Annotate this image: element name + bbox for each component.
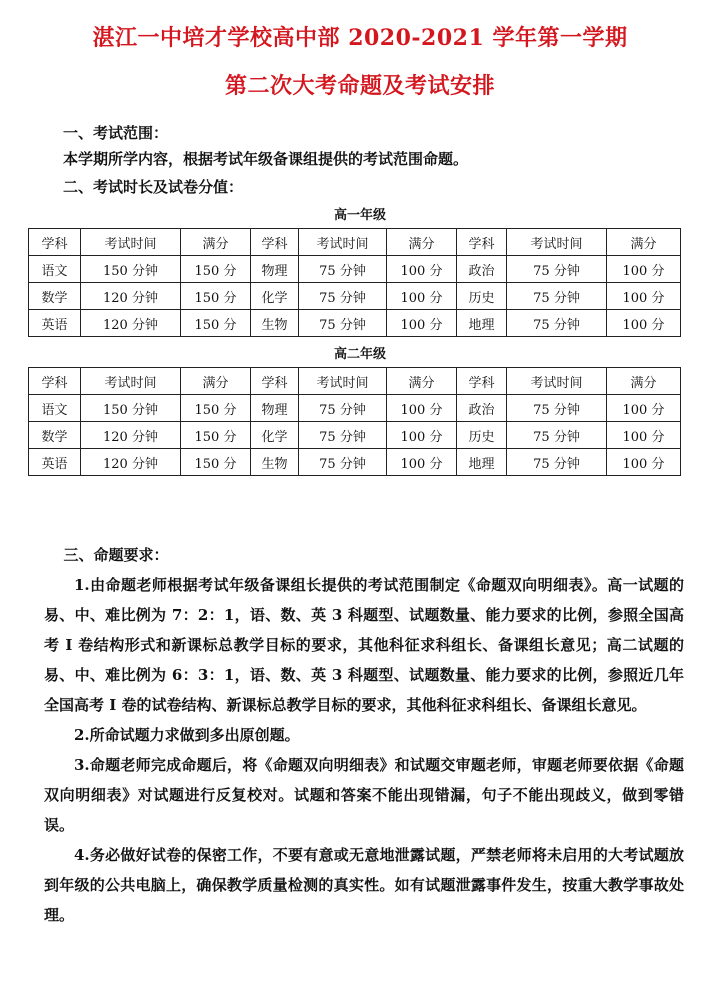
table-cell: 75 分钟 xyxy=(507,422,607,449)
table-cell: 化学 xyxy=(251,422,299,449)
section-3 xyxy=(44,540,684,930)
section-1-body: 本学期所学内容，根据考试年级备课组提供的考试范围命题。 xyxy=(63,150,469,168)
table-cell: 75 分钟 xyxy=(299,449,387,476)
table-header-cell: 考试时间 xyxy=(507,368,607,395)
table-cell: 150 分 xyxy=(181,449,251,476)
table-cell: 100 分 xyxy=(607,395,681,422)
table-cell: 150 分 xyxy=(181,283,251,310)
table-cell: 化学 xyxy=(251,283,299,310)
table-caption-grade-2: 高二年级 xyxy=(333,347,386,362)
table-header-cell: 学科 xyxy=(251,229,299,256)
table-cell: 历史 xyxy=(457,422,507,449)
table-header-cell: 考试时间 xyxy=(507,229,607,256)
table-cell: 地理 xyxy=(457,449,507,476)
table-header-cell: 考试时间 xyxy=(81,229,181,256)
exam-table-grade-2 xyxy=(28,367,681,476)
table-cell: 100 分 xyxy=(607,422,681,449)
table-cell: 75 分钟 xyxy=(299,283,387,310)
table-cell: 75 分钟 xyxy=(507,395,607,422)
table-row xyxy=(29,395,681,422)
table-caption-grade-1: 高一年级 xyxy=(333,208,386,223)
section-1-heading: 一、考试范围： xyxy=(63,124,169,142)
section-3-heading: 三、命题要求： xyxy=(63,546,169,564)
table-cell: 生物 xyxy=(251,310,299,337)
table-cell: 75 分钟 xyxy=(299,310,387,337)
table-cell: 生物 xyxy=(251,449,299,476)
table-cell: 150 分 xyxy=(181,395,251,422)
table-header-cell: 学科 xyxy=(29,229,81,256)
table-header-cell: 满分 xyxy=(181,229,251,256)
table-row xyxy=(29,283,681,310)
requirement-item: 1.由命题老师根据考试年级备课组长提供的考试范围制定《命题双向明细表》。高一试题的易、中、难比例为 7：2：1，语、数、英 3 科题型、试题数量、能力要求的比例，参照全国高考 I 卷结构形式和新课标总教学目标的要求，其他科征求科组长、备课组长意见；高二试题的易、中、难比例为 6：3：1，语、数、英 3 科题型、试题数量、能力要求的比例，参照近几年全国高考 I 卷的试卷结构、新课标总教学目标的要求，其他科征求科组长、备课组长意见。 xyxy=(44,576,684,714)
table-cell: 75 分钟 xyxy=(299,395,387,422)
table-cell: 150 分钟 xyxy=(81,256,181,283)
table-header-cell: 学科 xyxy=(457,229,507,256)
table-cell: 75 分钟 xyxy=(507,449,607,476)
table-header-cell: 考试时间 xyxy=(299,229,387,256)
table-cell: 数学 xyxy=(29,422,81,449)
requirement-item: 2.所命试题力求做到多出原创题。 xyxy=(74,726,300,744)
table-cell: 150 分 xyxy=(181,422,251,449)
table-header-cell: 满分 xyxy=(387,229,457,256)
table-cell: 75 分钟 xyxy=(299,422,387,449)
table-cell: 150 分 xyxy=(181,256,251,283)
table-cell: 100 分 xyxy=(387,283,457,310)
table-cell: 120 分钟 xyxy=(81,449,181,476)
table-cell: 物理 xyxy=(251,256,299,283)
table-cell: 100 分 xyxy=(607,256,681,283)
table-cell: 100 分 xyxy=(607,449,681,476)
table-cell: 100 分 xyxy=(387,395,457,422)
table-cell: 100 分 xyxy=(607,283,681,310)
table-row xyxy=(29,449,681,476)
requirement-item: 3.命题老师完成命题后，将《命题双向明细表》和试题交审题老师，审题老师要依据《命题双向明细表》对试题进行反复校对。试题和答案不能出现错漏，句子不能出现歧义，做到零错误。 xyxy=(44,756,684,834)
table-cell: 物理 xyxy=(251,395,299,422)
table-header-cell: 满分 xyxy=(607,368,681,395)
table-cell: 75 分钟 xyxy=(507,283,607,310)
table-cell: 150 分钟 xyxy=(81,395,181,422)
table-cell: 120 分钟 xyxy=(81,422,181,449)
table-header-cell: 满分 xyxy=(387,368,457,395)
document-subtitle: 第二次大考命题及考试安排 xyxy=(224,73,495,99)
table-cell: 语文 xyxy=(29,256,81,283)
table-row xyxy=(29,422,681,449)
table-cell: 地理 xyxy=(457,310,507,337)
table-cell: 语文 xyxy=(29,395,81,422)
table-row xyxy=(29,256,681,283)
table-cell: 75 分钟 xyxy=(507,310,607,337)
section-2-heading: 二、考试时长及试卷分值： xyxy=(63,178,244,196)
table-cell: 政治 xyxy=(457,395,507,422)
table-header-cell: 考试时间 xyxy=(81,368,181,395)
table-cell: 75 分钟 xyxy=(507,256,607,283)
table-header-cell: 学科 xyxy=(251,368,299,395)
table-cell: 英语 xyxy=(29,449,81,476)
table-cell: 150 分 xyxy=(181,310,251,337)
table-cell: 100 分 xyxy=(387,256,457,283)
table-cell: 政治 xyxy=(457,256,507,283)
table-header-cell: 满分 xyxy=(181,368,251,395)
table-header-row xyxy=(29,229,681,256)
table-cell: 100 分 xyxy=(387,449,457,476)
table-cell: 75 分钟 xyxy=(299,256,387,283)
table-header-cell: 考试时间 xyxy=(299,368,387,395)
document-title: 湛江一中培才学校高中部 2020-2021 学年第一学期 xyxy=(92,25,628,51)
table-cell: 100 分 xyxy=(387,310,457,337)
table-header-cell: 学科 xyxy=(457,368,507,395)
table-cell: 数学 xyxy=(29,283,81,310)
exam-table-grade-1 xyxy=(28,228,681,337)
table-header-cell: 学科 xyxy=(29,368,81,395)
table-cell: 英语 xyxy=(29,310,81,337)
table-cell: 100 分 xyxy=(387,422,457,449)
table-header-row xyxy=(29,368,681,395)
table-cell: 120 分钟 xyxy=(81,283,181,310)
table-cell: 120 分钟 xyxy=(81,310,181,337)
table-cell: 100 分 xyxy=(607,310,681,337)
table-header-cell: 满分 xyxy=(607,229,681,256)
table-row xyxy=(29,310,681,337)
requirement-item: 4.务必做好试卷的保密工作，不要有意或无意地泄露试题，严禁老师将未启用的大考试题放到年级的公共电脑上，确保教学质量检测的真实性。如有试题泄露事件发生，按重大教学事故处理。 xyxy=(44,846,684,924)
table-cell: 历史 xyxy=(457,283,507,310)
